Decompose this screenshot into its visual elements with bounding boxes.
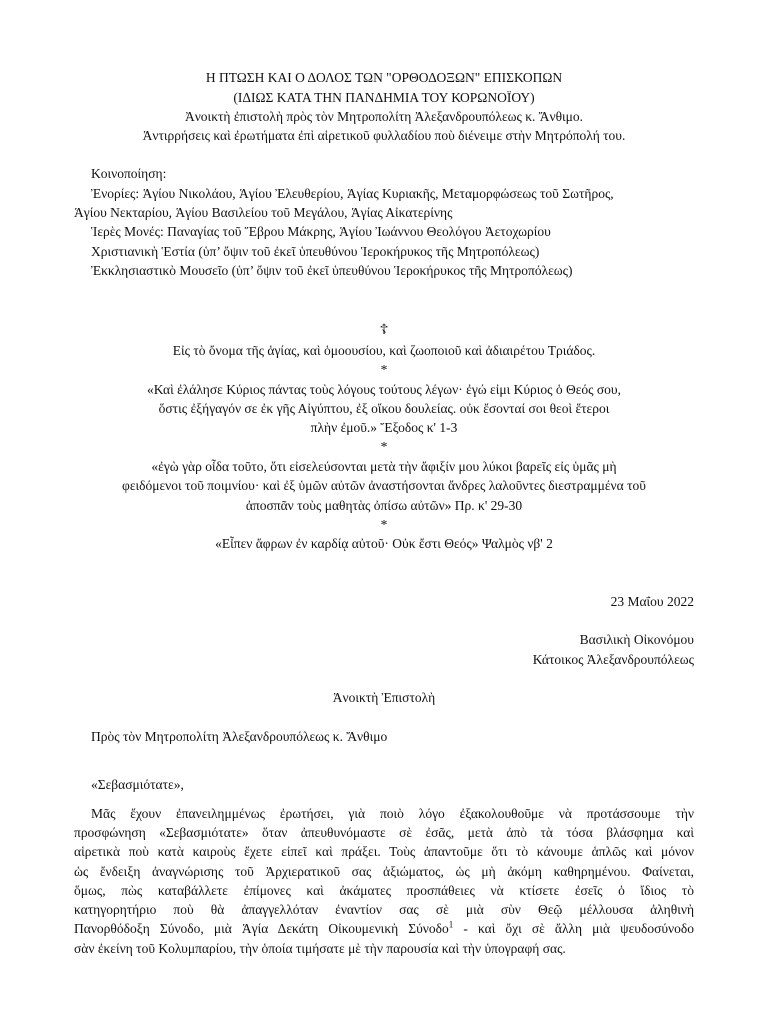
footnote-marker[interactable]: 1 — [448, 919, 454, 930]
distribution-line: Ἱερὲς Μονές: Παναγίας τοῦ Ἕβρου Μάκρης, Ἁγίου Ἰωάννου Θεολόγου Ἀετοχωρίου — [91, 224, 551, 239]
paragraph-line — [74, 919, 694, 938]
document-subtitle-2: Ἀντιρρήσεις καὶ ἐρωτήματα ἐπὶ αἱρετικοῦ φυλλαδίου ποὺ διένειμε στὴν Μητρόπολή του. — [142, 128, 626, 143]
quote-exodus: πλὴν ἐμοῦ.» Ἔξοδος κ' 1-3 — [310, 420, 458, 435]
distribution-line: Ἐκκλησιαστικὸ Μουσεῖο (ὑπ’ ὄψιν τοῦ ἐκεῖ ὑπευθύνου Ἱεροκήρυκος τῆς Μητροπόλεως) — [91, 263, 573, 278]
distribution-line: Χριστιανικὴ Ἑστία (ὑπ’ ὄψιν τοῦ ἐκεῖ ὑπευθύνου Ἱεροκήρυκος τῆς Μητροπόλεως) — [91, 244, 540, 259]
distribution-line: Ἐνορίες: Ἁγίου Νικολάου, Ἁγίου Ἐλευθερίου, Ἁγίας Κυριακῆς, Μεταμορφώσεως τοῦ Σωτῆρος, — [91, 186, 614, 201]
quote-exodus: ὅστις ἐξήγαγόν σε ἐκ γῆς Αἰγύπτου, ἐξ οἴκου δουλείας. οὐκ ἔσονταί σοι θεοὶ ἕτεροι — [158, 401, 610, 416]
paragraph-line: προσφώνηση «Σεβασμιότατε» ὅταν ἀπευθυνόμαστε σὲ ἐσᾶς, μετὰ ἀπὸ τὰ τόσα βλάσφημα καὶ — [74, 825, 694, 840]
paragraph-line: ὡς ἔνδειξη ἀναγνώρισης τοῦ Ἀρχιερατικοῦ σας ἀξιώματος, ὡς μὴ ἀκόμη καθηρημένου. Φαίνεται, — [74, 864, 694, 879]
distribution-heading: Κοινοποίηση: — [91, 166, 167, 181]
quote-acts: φειδόμενοι τοῦ ποιμνίου· καὶ ἐξ ὑμῶν αὐτῶν ἀναστήσονται ἄνδρες λαλοῦντες διεστραμμένα τοῦ — [122, 478, 646, 493]
quote-acts: «ἐγὼ γὰρ οἶδα τοῦτο, ὅτι εἰσελεύσονται μετὰ τὴν ἄφιξίν μου λύκοι βαρεῖς εἰς ὑμᾶς μὴ — [151, 459, 617, 474]
paragraph-line: κατηγορητήριο ποὺ θὰ ἀπαγγελλόταν ἐναντίον σας σὲ μιὰ σὺν Θεῷ μέλλουσα ἀληθινὴ — [74, 902, 694, 917]
document-title: Η ΠΤΩΣΗ ΚΑΙ Ο ΔΟΛΟΣ ΤΩΝ "ΟΡΘΟΔΟΞΩΝ" ΕΠΙΣΚΟΠΩΝ — [205, 70, 563, 85]
paragraph-line: Μᾶς ἔχουν ἐπανειλημμένως ἐρωτήσει, γιὰ ποιὸ λόγο ἐξακολουθοῦμε νὰ προτάσσουμε τὴν — [91, 806, 694, 821]
paragraph-text: Πανορθόδοξη Σύνοδο, μιὰ Ἁγία Δεκάτη Οἰκουμενικὴ Σύνοδο — [74, 921, 449, 936]
author-residence: Κάτοικος Ἀλεξανδρουπόλεως — [532, 652, 694, 667]
separator-star: * — [380, 439, 388, 454]
paragraph-line: σὰν ἐκείνη τοῦ Κολυμπαρίου, τὴν ὁποία τιμήσατε μὲ τὴν παρουσία καὶ τὴν ὑπογραφή σας. — [74, 941, 566, 956]
letter-heading: Ἀνοικτὴ Ἐπιστολὴ — [332, 690, 436, 705]
letter-date: 23 Μαΐου 2022 — [610, 594, 694, 609]
quote-psalm: «Εἶπεν ἄφρων ἐν καρδίᾳ αὐτοῦ· Οὐκ ἔστι Θεός» Ψαλμὸς νβ' 2 — [215, 536, 553, 551]
quote-acts: ἀποσπᾶν τοὺς μαθητὰς ὀπίσω αὐτῶν» Πρ. κ' 29-30 — [245, 498, 523, 513]
paragraph-line: αἱρετικὰ ποὺ κατὰ καιροὺς ἔχετε εἰπεῖ καὶ πράξει. Τοὺς ἀπαντοῦμε ὅτι τὸ κάνουμε ἁπλῶς καὶ μόνον — [74, 844, 694, 859]
letter-addressee: Πρὸς τὸν Μητροπολίτη Ἀλεξανδρουπόλεως κ. Ἄνθιμο — [91, 729, 388, 744]
distribution-line: Ἁγίου Νεκταρίου, Ἁγίου Βασιλείου τοῦ Μεγάλου, Ἁγίας Αἰκατερίνης — [74, 205, 453, 220]
paragraph-text: - καὶ ὄχι σὲ ἄλλη μιὰ ψευδοσύνοδο — [453, 921, 694, 936]
quote-exodus: «Καὶ ἐλάλησε Κύριος πάντας τοὺς λόγους τούτους λέγων· ἐγώ εἰμι Κύριος ὁ Θεός σου, — [147, 382, 621, 397]
cross-icon: ☦ — [379, 323, 389, 338]
letter-salutation: «Σεβασμιότατε», — [91, 777, 184, 792]
separator-star: * — [380, 362, 388, 377]
separator-star: * — [380, 517, 388, 532]
trinity-invocation: Εἰς τὸ ὄνομα τῆς ἁγίας, καὶ ὁμοουσίου, καὶ ζωοποιοῦ καὶ ἀδιαιρέτου Τριάδος. — [172, 343, 596, 358]
paragraph-line: ὅμως, πὼς καταβάλλετε ἐπίμονες καὶ ἀκάματες προσπάθειες νὰ κτίσετε ἐσεῖς ὁ ἴδιος τὸ — [74, 883, 694, 898]
author-name: Βασιλικὴ Οἰκονόμου — [579, 632, 694, 647]
document-subtitle: Ἀνοικτὴ ἐπιστολὴ πρὸς τὸν Μητροπολίτη Ἀλεξανδρουπόλεως κ. Ἄνθιμο. — [184, 109, 584, 124]
document-title-parenthetical: (ΙΔΙΩΣ ΚΑΤΑ ΤΗΝ ΠΑΝΔΗΜΙΑ ΤΟΥ ΚΟΡΩΝΟΪΟΥ) — [233, 90, 535, 105]
